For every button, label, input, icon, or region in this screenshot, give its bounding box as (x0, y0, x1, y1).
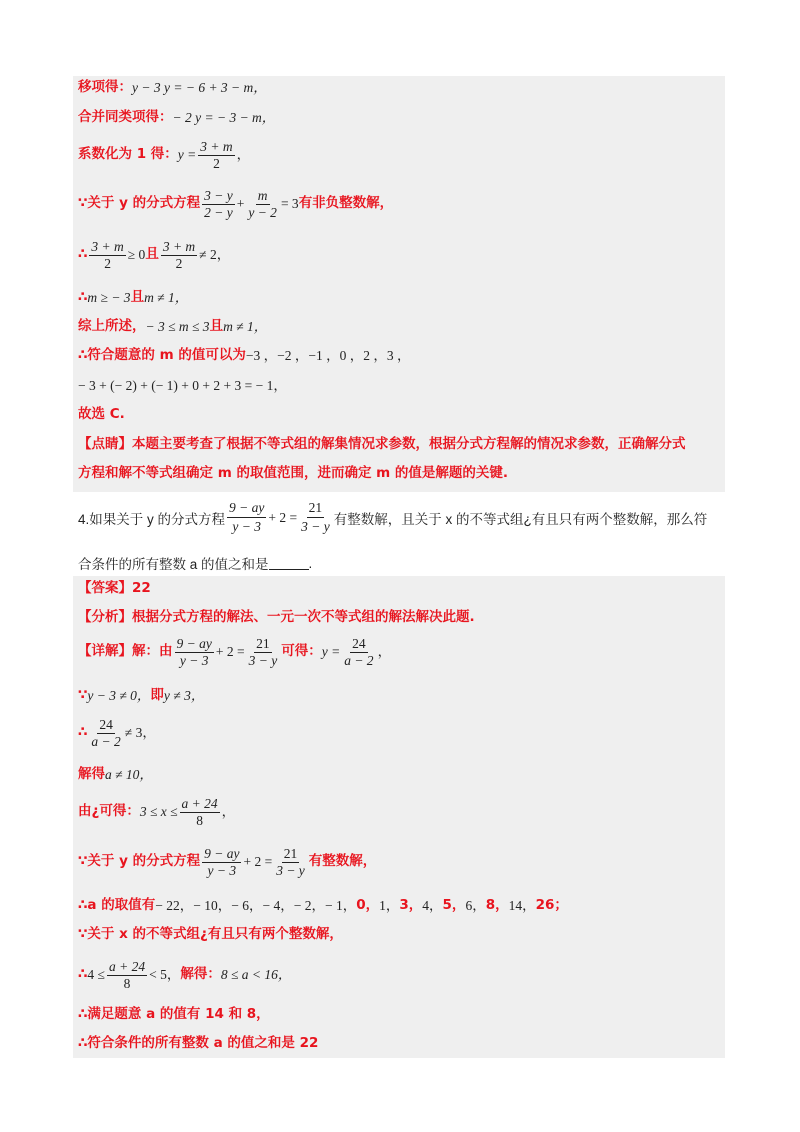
commentary-line-1: 【点睛】本题主要考查了根据不等式组的解集情况求参数，根据分式方程解的情况求参数，正确解分式 (78, 436, 686, 452)
fraction: $\frac{3 + m}{2}$ (91, 239, 124, 271)
commentary-line-2: 方程和解不等式组确定 m 的取值范围，进而确定 m 的值是解题的关键. (78, 465, 509, 481)
step-range: ∴ m ≥ − 3 且 m ≠ 1， (78, 289, 189, 305)
fraction: $\frac{24}{a - 2}$ (344, 636, 374, 668)
step-label: 移项得： (78, 79, 132, 95)
fraction: $\frac{21}{3 - y}$ (248, 636, 278, 668)
step-label: ∵关于 y 的分式方程 (78, 195, 201, 212)
step-label: 合并同类项得： (78, 109, 173, 125)
fraction: $\frac{24}{a - 2}$ (91, 717, 121, 749)
fraction: $\frac{3 + m}{2}$ (200, 139, 233, 171)
fraction: $\frac{9 - ay}{y - 3}$ (176, 636, 212, 668)
step-equation-condition: ∵关于 y 的分式方程 $\frac{3 - y}{2 - y}$ + $\frac{m}{y - 2}$ = 3 有非负整数解， (78, 188, 394, 220)
fraction: $\frac{21}{3 - y}$ (276, 846, 305, 878)
detail-line-6: ∵关于 y 的分式方程 $\frac{9 - ay}{y - 3}$ + 2 = $\frac{21}{3 - y}$ 有整数解， (78, 846, 377, 878)
fraction: $\frac{3 + m}{2}$ (162, 239, 196, 271)
detail-line-4: 解得 a ≠ 10， (78, 766, 153, 782)
detail-line-8: ∵关于 x 的不等式组¿有且只有两个整数解， (78, 926, 343, 942)
fraction: $\frac{a + 24}{8}$ (181, 796, 218, 828)
detail-line-2: ∵ y − 3 ≠ 0， 即 y ≠ 3， (78, 687, 205, 703)
analysis-line: 【分析】根据分式方程的解法、一元一次不等式组的解法解决此题. (78, 609, 475, 625)
equation: y = (177, 147, 197, 163)
fraction: $\frac{21}{3 - y}$ (301, 500, 330, 534)
step-coefficient: 系数化为 1 得： y = $\frac{3 + m}{2}$ ， (78, 139, 251, 171)
detail-line-3: ∴ $\frac{24}{a - 2}$ ≠ 3， (78, 717, 156, 749)
detail-line-9: ∴ 4 ≤ $\frac{a + 24}{8}$ < 5， 解得： 8 ≤ a < 16， (78, 959, 292, 991)
detail-line-11: ∴符合条件的所有整数 a 的值之和是 22 (78, 1035, 319, 1051)
equation: − 2 y = − 3 − m， (172, 110, 276, 125)
detail-line-10: ∴满足题意 a 的值有 14 和 8， (78, 1006, 270, 1022)
question-line-1: 4.如果关于 y 的分式方程 $\frac{9 - ay}{y - 3}$ + 2 = $\frac{21}{3 - y}$ 有整数解，且关于 x 的不等式组¿有且只有两个整数解，那么符 (78, 500, 708, 534)
step-combine (78, 111, 275, 125)
detail-line-5: 由¿可得： 3 ≤ x ≤ $\frac{a + 24}{8}$ ， (78, 796, 236, 828)
fraction: $\frac{9 - ay}{y - 3}$ (204, 846, 240, 878)
detail-line-1: 【详解】解：由 $\frac{9 - ay}{y - 3}$ + 2 = $\frac{21}{3 - y}$ 可得： y = $\frac{24}{a - 2}$ ， (78, 636, 392, 668)
step-choice: 故选 C. (78, 406, 125, 422)
fraction: $\frac{m}{y - 2}$ (248, 188, 277, 220)
detail-line-7: ∴ a 的取值有 − 22， − 10， − 6， − 4， − 2， − 1， 0， 1， 3， 4， 5， 6， 8， 14， 26； (78, 897, 568, 913)
step-values: ∴符合题意的 m 的值可以为 −3 ，−2 ，−1 ，0 ，2 ，3 ， (78, 347, 411, 363)
question-line-2: 合条件的所有整数 a 的值之和是 . (78, 555, 313, 572)
fraction: $\frac{3 - y}{2 - y}$ (204, 188, 233, 220)
step-inequality: ∴ $\frac{3 + m}{2}$ ≥ 0 且 $\frac{3 + m}{2}$ ≠ 2， (78, 239, 231, 271)
answer-blank (269, 557, 309, 570)
equation: y − 3 y = − 6 + 3 − m， (132, 80, 267, 95)
fraction: $\frac{a + 24}{8}$ (108, 959, 146, 991)
solution-background-top (73, 76, 725, 492)
fraction: $\frac{9 - ay}{y - 3}$ (229, 500, 265, 534)
step-transpose (78, 81, 267, 95)
step-label: 系数化为 1 得： (78, 146, 178, 163)
step-sum: − 3 + (− 2) + (− 1) + 0 + 2 + 3 = − 1， (78, 378, 287, 393)
answer-line: 【答案】22 (78, 580, 151, 596)
step-summary: 综上所述， − 3 ≤ m ≤ 3 且 m ≠ 1， (78, 318, 268, 334)
